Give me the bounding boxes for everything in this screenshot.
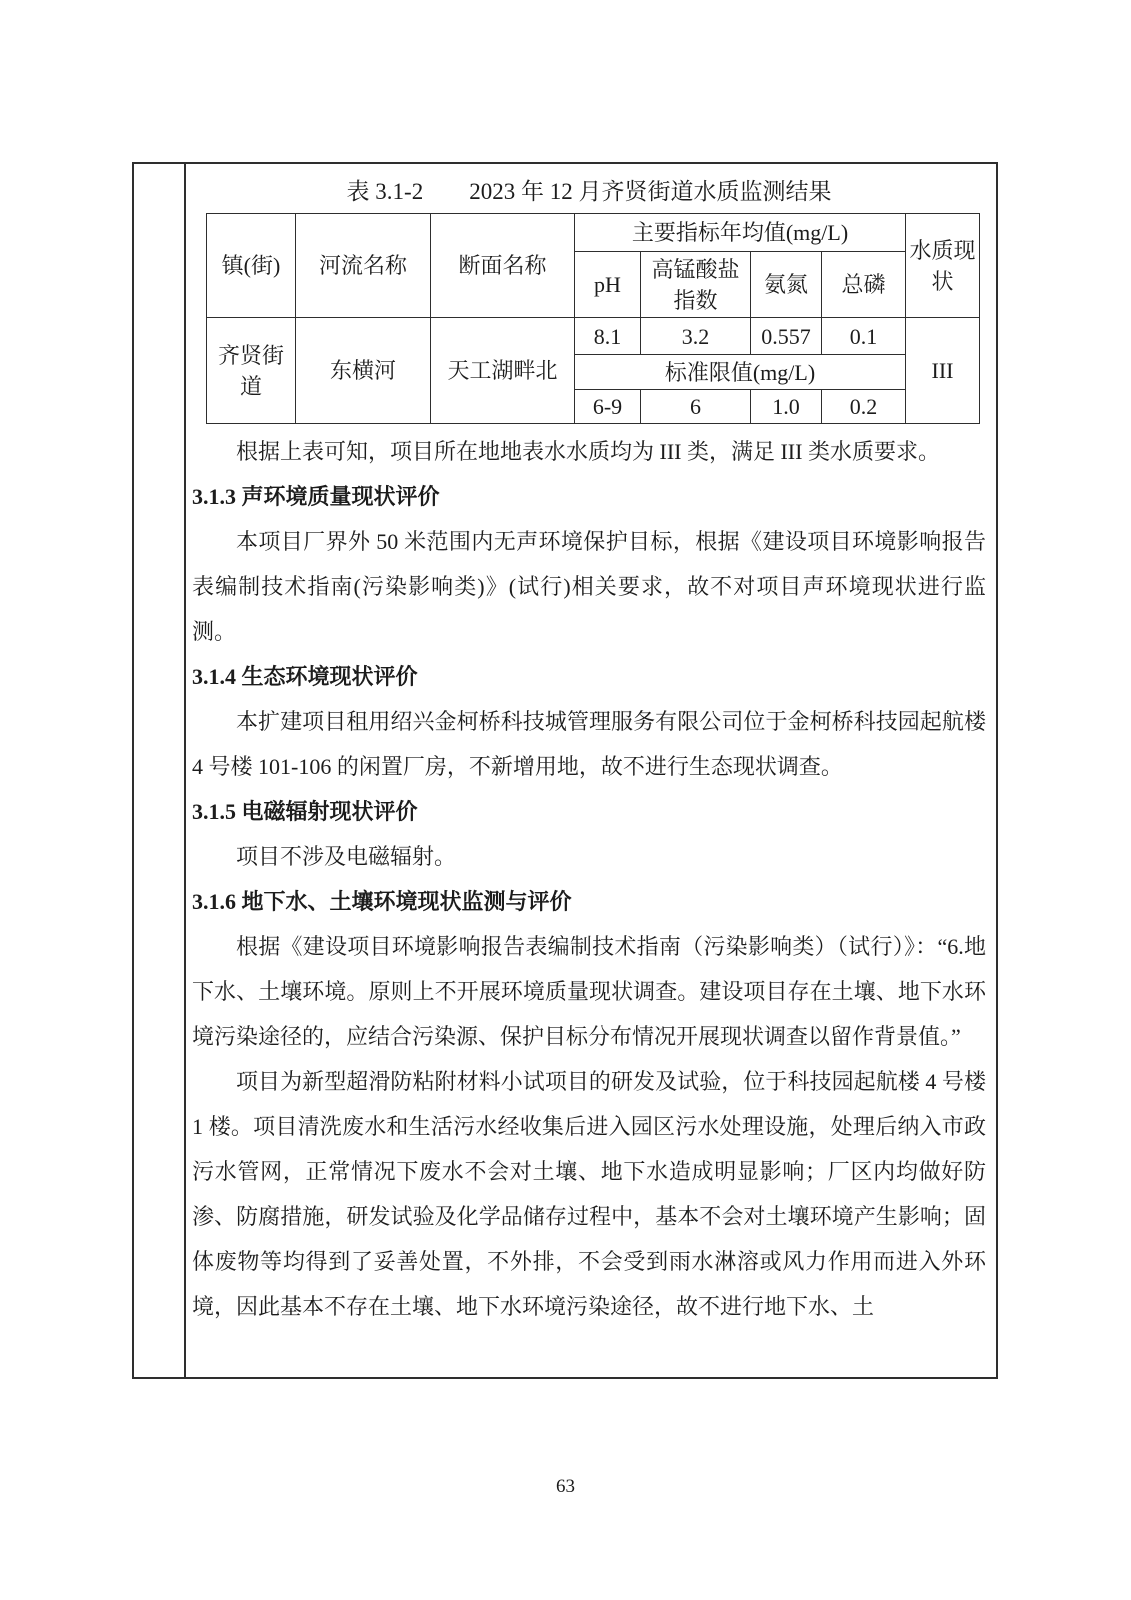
section-3-1-3-paragraph: 本项目厂界外 50 米范围内无声环境保护目标，根据《建设项目环境影响报告表编制技术指南(污染影响类)》(试行)相关要求，故不对项目声环境现状进行监测。	[192, 529, 986, 644]
section-heading-3-1-6: 3.1.6 地下水、土壤环境现状监测与评价	[192, 889, 572, 914]
col-header-ph: pH	[575, 252, 641, 318]
section-heading-3-1-5: 3.1.5 电磁辐射现状评价	[192, 799, 418, 824]
section-3-1-4-paragraph: 本扩建项目租用绍兴金柯桥科技城管理服务有限公司位于金柯桥科技园起航楼 4 号楼 101-106 的闲置厂房，不新增用地，故不进行生态现状调查。	[192, 709, 986, 779]
table-row	[207, 214, 980, 252]
water-quality-table	[206, 213, 980, 424]
cell-phosphorus-limit: 0.2	[822, 390, 906, 424]
table-caption: 表 3.1-2 2023 年 12 月齐贤街道水质监测结果	[346, 179, 832, 204]
cell-ph-value: 8.1	[575, 318, 641, 355]
cell-quality-class: III	[906, 318, 980, 424]
section-3-1-5-paragraph: 项目不涉及电磁辐射。	[236, 844, 457, 869]
cell-limit-label: 标准限值(mg/L)	[575, 355, 906, 390]
cell-ammonia-value: 0.557	[751, 318, 822, 355]
cell-river: 东横河	[296, 318, 431, 424]
section-heading-3-1-3: 3.1.3 声环境质量现状评价	[192, 484, 440, 509]
cell-phosphorus-value: 0.1	[822, 318, 906, 355]
page-number: 63	[556, 1476, 575, 1497]
report-form-border	[132, 162, 998, 1379]
conclusion-paragraph: 根据上表可知，项目所在地地表水水质均为 III 类，满足 III 类水质要求。	[236, 439, 940, 464]
col-header-ammonia: 氨氮	[751, 252, 822, 318]
col-header-river: 河流名称	[296, 214, 431, 318]
col-header-quality: 水质现状	[906, 214, 980, 318]
cell-permanganate-value: 3.2	[641, 318, 751, 355]
cell-ammonia-limit: 1.0	[751, 390, 822, 424]
section-3-1-6-paragraph-project: 项目为新型超滑防粘附材料小试项目的研发及试验，位于科技园起航楼 4 号楼 1 楼。项目清洗废水和生活污水经收集后进入园区污水处理设施，处理后纳入市政污水管网，正常情况下废水不会对土壤、地下水造成明显影响；厂区内均做好防渗、防腐措施，研发试验及化学品储存过程中，基本不会对土壤环境产生影响；固体废物等均得到了妥善处置，不外排，不会受到雨水淋溶或风力作用而进入外环境，因此基本不存在土壤、地下水环境污染途径，故不进行地下水、土	[192, 1069, 986, 1319]
section-heading-3-1-4: 3.1.4 生态环境现状评价	[192, 664, 418, 689]
col-header-total-phosphorus: 总磷	[822, 252, 906, 318]
cell-town: 齐贤街道	[207, 318, 296, 424]
col-header-section: 断面名称	[431, 214, 575, 318]
cell-ph-limit: 6-9	[575, 390, 641, 424]
cell-permanganate-limit: 6	[641, 390, 751, 424]
cell-section: 天工湖畔北	[431, 318, 575, 424]
col-header-permanganate-index: 高锰酸盐指数	[641, 252, 751, 318]
section-3-1-6-paragraph-quote: 根据《建设项目环境影响报告表编制技术指南（污染影响类）（试行）》：“6.地下水、土壤环境。原则上不开展环境质量现状调查。建设项目存在土壤、地下水环境污染途径的，应结合污染源、保护目标分布情况开展现状调查以留作背景值。”	[192, 934, 986, 1049]
col-header-indicators-group: 主要指标年均值(mg/L)	[575, 214, 906, 252]
table-row	[207, 318, 980, 355]
col-header-town: 镇(街)	[207, 214, 296, 318]
left-gutter-column	[134, 164, 186, 1377]
page-content	[188, 164, 996, 1377]
